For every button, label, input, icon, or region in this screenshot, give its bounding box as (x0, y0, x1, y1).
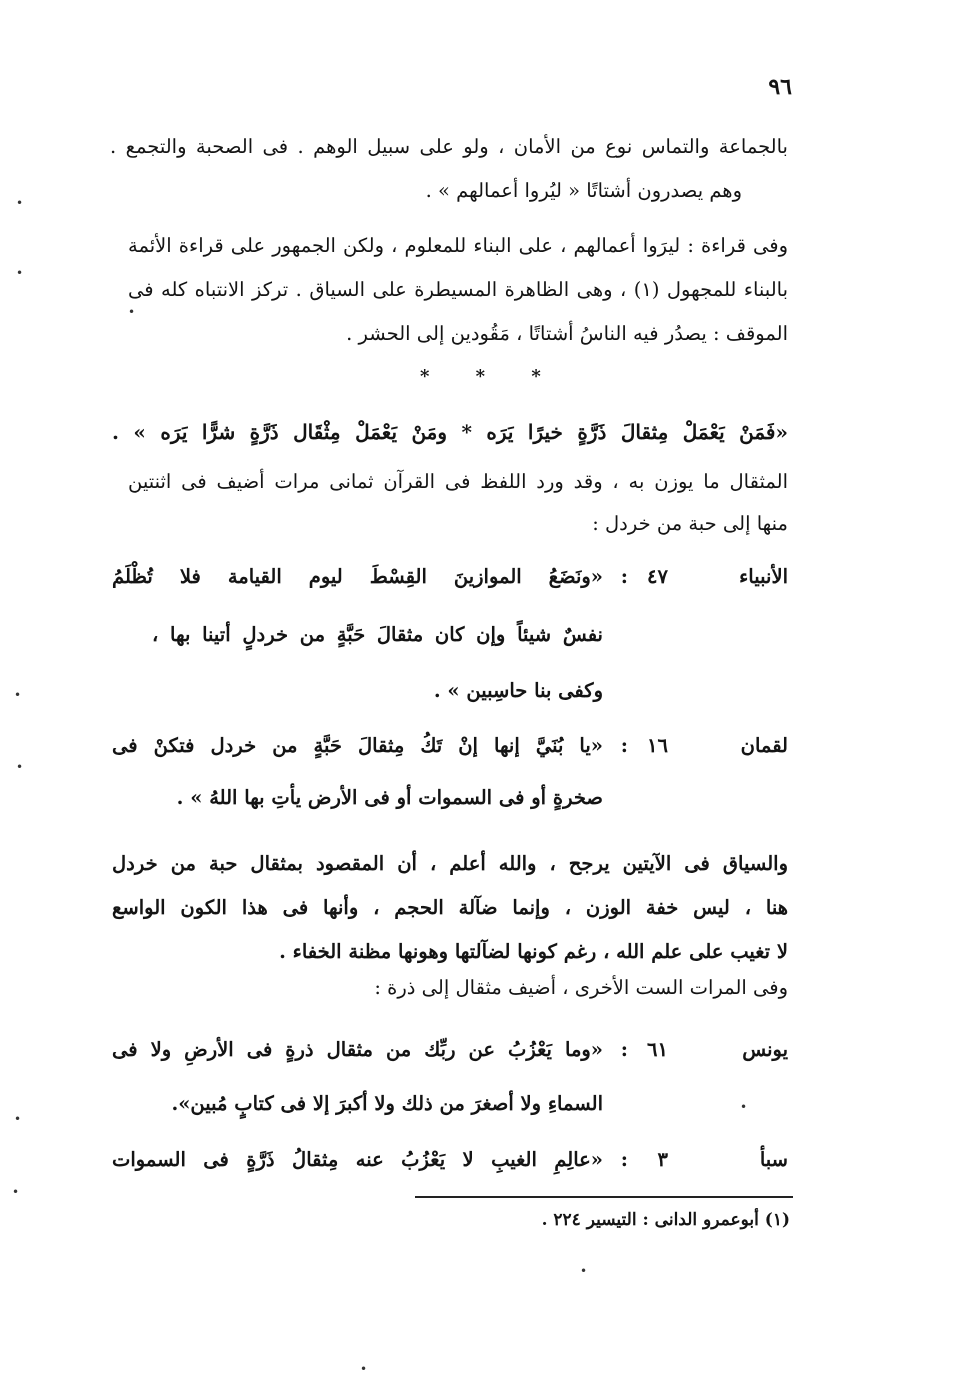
colon: : (620, 1038, 628, 1061)
scan-speck: • (360, 1362, 368, 1376)
paragraph-line: وفى المرات الست الأخرى ، أضيف مثقال إلى ذرة : (374, 976, 788, 999)
paragraph-1 (110, 125, 788, 213)
verse-number: ٦١ (647, 1038, 668, 1061)
verse-line: صخرةٍ أو فى السموات أو فى الأرض يأتِ بها اللهُ » . (176, 786, 603, 809)
verse-text: «فَمَنْ يَعْمَلْ مِثقالَ ذَرَّةٍ خيرًا يَرَه * ومَنْ يَعْمَلْ مِثْقَال ذَرَّةٍ شرًّا يَرَه » . (112, 420, 788, 444)
verse-line: «وما يَعْزُبُ عن ربِّك من مثقال ذرةٍ فى الأرضِ ولا فى (112, 1038, 603, 1061)
scan-speck: • (14, 688, 22, 702)
verse-line: «عالِمِ الغيبِ لا يَعْزُبُ عنه مِثقالُ ذَرَّةٍ فى السموات (112, 1148, 603, 1171)
paragraph-3 (128, 461, 788, 545)
paragraph-line: والسياق فى الآيتين يرجح ، والله أعلم ، أن المقصود بمثقال حبة من خردل (112, 852, 788, 875)
quran-verse (112, 412, 788, 452)
surah-name: سبأ (759, 1148, 788, 1171)
paragraph-line: بالجماعة والتماس نوع من الأمان ، ولو على سبيل الوهم . فى الصحبة والتجمع . (110, 135, 788, 158)
verse-line: «ونَضَعُ الموازينَ القِسْطَ ليوم القيامة فلا تُظْلَمُ (112, 565, 603, 588)
scan-speck: • (16, 760, 24, 774)
footnote: (١) أبوعمرو الدانى : التيسير ٢٢٤ . (541, 1210, 790, 1230)
paragraph-5 (112, 968, 788, 1008)
verse-number: ٣ (657, 1148, 668, 1171)
paragraph-line: وهم يصدرون أشتاتًا « ليُروا أعمالهم » . (425, 179, 742, 202)
verse-line: وكفى بنا حاسِبين » . (433, 679, 603, 702)
colon: : (620, 565, 628, 588)
scan-speck: • (16, 196, 24, 210)
paragraph-line: الموقف : يصدُر فيه الناسُ أشتاتًا ، مَقُودين إلى الحشر . (346, 322, 788, 345)
surah-name: الأنبياء (739, 565, 788, 588)
paragraph-4 (112, 842, 788, 974)
footnote-divider (415, 1196, 793, 1198)
paragraph-2 (128, 224, 788, 356)
surah-name: يونس (742, 1038, 788, 1061)
section-separator: * * * (420, 366, 561, 387)
reference-anbiya (112, 565, 788, 725)
verse-line: «يا بُنَيَّ إنها إنْ تَكُ مِثقالَ حَبَّةٍ من خردل فتكنْ فى (112, 734, 603, 757)
verse-line: نفسٌ شيئاً وإن كان مثقالَ حَبَّةٍ من خردلٍ أتينا بها ، (152, 623, 603, 646)
paragraph-line: لا تغيب على علم الله ، رغم كونها لضآلتها وهونها مظنة الخفاء . (279, 940, 788, 963)
paragraph-line: منها إلى حبة من خردل : (592, 512, 788, 535)
paragraph-line: وفى قراءة : ليرَوا أعمالهم ، على البناء للمعلوم ، ولكن الجمهور على قراءة الأئمة (128, 234, 788, 257)
colon: : (620, 1148, 628, 1171)
verse-number: ١٦ (647, 734, 668, 757)
colon: : (620, 734, 628, 757)
page-number: ٩٦ (768, 74, 792, 100)
scan-speck: • (16, 266, 24, 280)
paragraph-line: المثقال ما يوزن به ، وقد ورد اللفظ فى القرآن ثمانى مرات أضيف فى اثنتين (128, 470, 788, 493)
reference-saba (112, 1148, 788, 1192)
verse-line: السماءِ ولا أصغرَ من ذلك ولا أكبرَ إلا فى كتابٍ مُبين». (171, 1092, 603, 1115)
scan-speck: • (740, 1100, 748, 1114)
scan-speck: • (128, 305, 136, 319)
paragraph-line: هنا ، ليس خفة الوزن ، وإنما ضآلة الحجم ، وأنها فى هذا الكون الواسع (112, 896, 788, 919)
surah-name: لقمان (740, 734, 788, 757)
scan-speck: • (580, 1264, 588, 1278)
scan-speck: • (12, 1185, 20, 1199)
verse-number: ٤٧ (647, 565, 668, 588)
paragraph-line: بالبناء للمجهول (١) ، وهى الظاهرة المسيطرة على السياق . تركز الانتباه كله فى (128, 278, 789, 301)
reference-luqman (112, 734, 788, 844)
reference-yunus (112, 1038, 788, 1148)
scan-speck: • (14, 1112, 22, 1126)
